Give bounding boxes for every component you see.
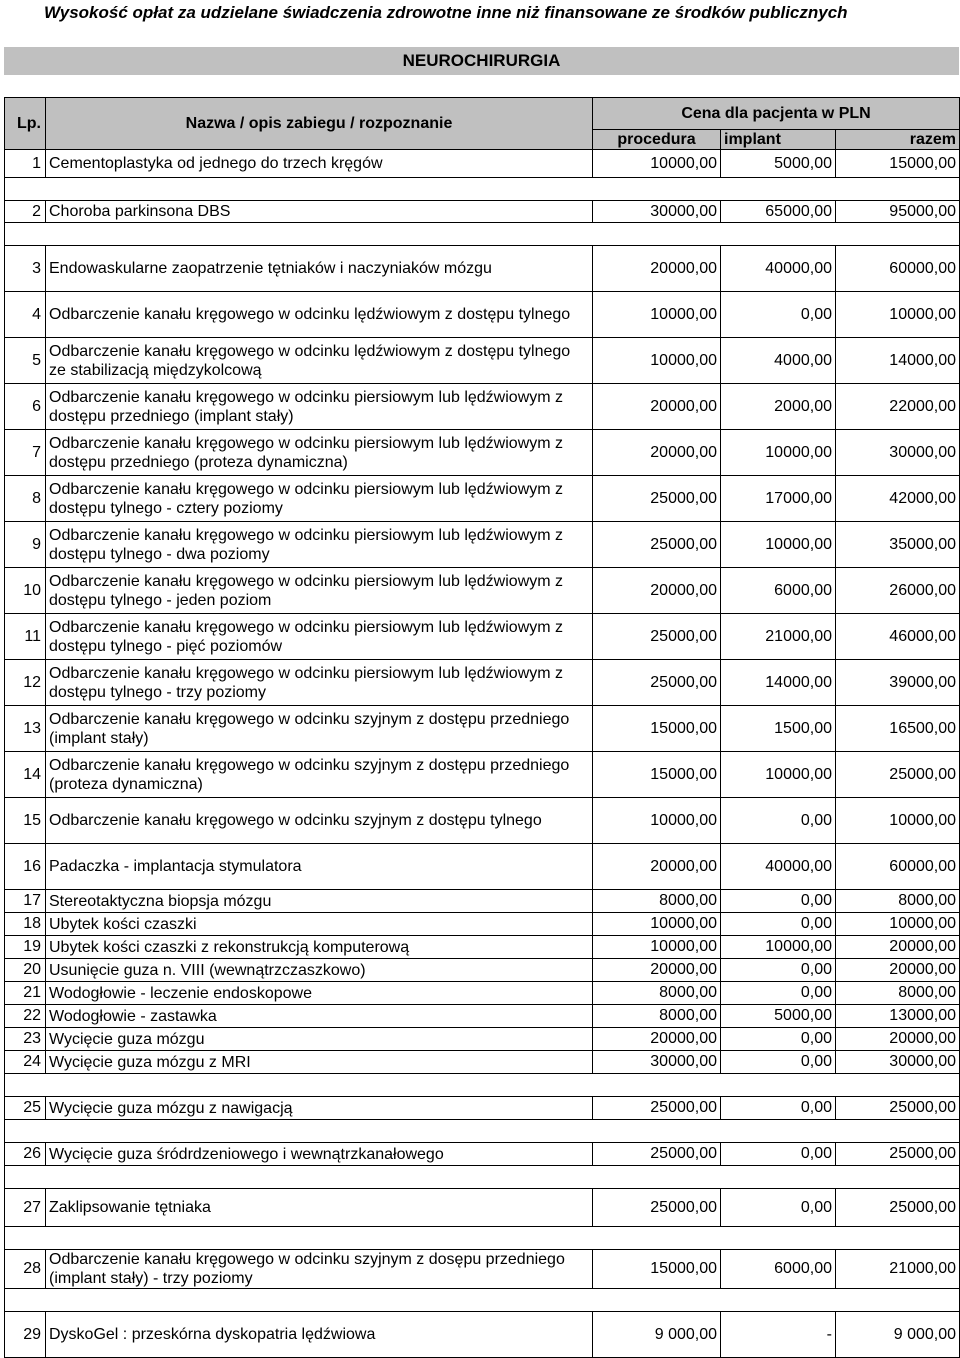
table-row (5, 1312, 960, 1358)
row-lp: 25 (5, 1097, 46, 1120)
row-lp: 23 (5, 1028, 46, 1051)
row-name: Odbarczenie kanału kręgowego w odcinku piersiowym lub lędźwiowym z dostępu przedniego (proteza dynamiczna) (46, 430, 593, 476)
spacer-cell (5, 178, 46, 201)
row-lp: 18 (5, 913, 46, 936)
spacer-cell (46, 1166, 593, 1189)
row-name: Odbarczenie kanału kręgowego w odcinku szyjnym z dostępu przedniego (proteza dynamiczna) (46, 752, 593, 798)
header-razem: razem (836, 130, 960, 150)
row-implant: 0,00 (721, 292, 836, 338)
row-name: Odbarczenie kanału kręgowego w odcinku lędźwiowym z dostępu tylnego (46, 292, 593, 338)
row-razem: 21000,00 (836, 1250, 960, 1289)
row-procedura: 25000,00 (593, 660, 721, 706)
row-razem: 60000,00 (836, 246, 960, 292)
row-procedura: 20000,00 (593, 1028, 721, 1051)
row-lp: 17 (5, 890, 46, 913)
row-spacer (5, 1120, 960, 1143)
row-implant: 0,00 (721, 1143, 836, 1166)
row-implant: 40000,00 (721, 246, 836, 292)
row-implant: 0,00 (721, 959, 836, 982)
table-row (5, 430, 960, 476)
row-name: Ubytek kości czaszki z rekonstrukcją komputerową (46, 936, 593, 959)
row-procedura: 10000,00 (593, 936, 721, 959)
row-lp: 20 (5, 959, 46, 982)
row-name: Wycięcie guza mózgu z nawigacją (46, 1097, 593, 1120)
row-razem: 16500,00 (836, 706, 960, 752)
row-procedura: 20000,00 (593, 844, 721, 890)
row-name: Odbarczenie kanału kręgowego w odcinku piersiowym lub lędźwiowym z dostępu przedniego (implant stały) (46, 384, 593, 430)
row-name: Endowaskularne zaopatrzenie tętniaków i naczyniaków mózgu (46, 246, 593, 292)
row-lp: 7 (5, 430, 46, 476)
table-row (5, 706, 960, 752)
table-row (5, 292, 960, 338)
row-lp: 28 (5, 1250, 46, 1289)
row-procedura: 8000,00 (593, 1005, 721, 1028)
row-lp: 5 (5, 338, 46, 384)
price-table (4, 97, 960, 1358)
table-row (5, 1097, 960, 1120)
row-razem: 10000,00 (836, 292, 960, 338)
row-procedura: 9 000,00 (593, 1312, 721, 1358)
row-spacer (5, 1166, 960, 1189)
row-razem: 60000,00 (836, 844, 960, 890)
row-name: Wodogłowie - leczenie endoskopowe (46, 982, 593, 1005)
row-implant: - (721, 1312, 836, 1358)
row-implant: 4000,00 (721, 338, 836, 384)
row-name: Stereotaktyczna biopsja mózgu (46, 890, 593, 913)
row-procedura: 15000,00 (593, 706, 721, 752)
row-razem: 25000,00 (836, 1097, 960, 1120)
row-procedura: 20000,00 (593, 430, 721, 476)
spacer-cell (46, 223, 593, 246)
spacer-cell (5, 1166, 46, 1189)
row-implant: 14000,00 (721, 660, 836, 706)
row-razem: 30000,00 (836, 1051, 960, 1074)
row-procedura: 20000,00 (593, 384, 721, 430)
spacer-cell (5, 1074, 46, 1097)
row-spacer (5, 1074, 960, 1097)
spacer-cell (46, 1289, 593, 1312)
row-lp: 6 (5, 384, 46, 430)
row-lp: 8 (5, 476, 46, 522)
spacer-cell (721, 1166, 836, 1189)
row-implant: 0,00 (721, 890, 836, 913)
spacer-cell (5, 1227, 46, 1250)
row-lp: 14 (5, 752, 46, 798)
row-procedura: 10000,00 (593, 913, 721, 936)
row-razem: 39000,00 (836, 660, 960, 706)
row-lp: 22 (5, 1005, 46, 1028)
row-lp: 12 (5, 660, 46, 706)
row-implant: 10000,00 (721, 522, 836, 568)
row-implant: 17000,00 (721, 476, 836, 522)
row-lp: 9 (5, 522, 46, 568)
spacer-cell (836, 223, 960, 246)
row-procedura: 25000,00 (593, 1097, 721, 1120)
row-procedura: 25000,00 (593, 1189, 721, 1227)
row-implant: 10000,00 (721, 936, 836, 959)
header-price-group: Cena dla pacjenta w PLN (593, 98, 960, 130)
row-lp: 4 (5, 292, 46, 338)
row-implant: 0,00 (721, 798, 836, 844)
row-razem: 20000,00 (836, 936, 960, 959)
table-body (5, 150, 960, 1358)
row-spacer (5, 1289, 960, 1312)
table-row (5, 1028, 960, 1051)
row-lp: 24 (5, 1051, 46, 1074)
table-row (5, 614, 960, 660)
row-lp: 19 (5, 936, 46, 959)
row-name: Wycięcie guza mózgu (46, 1028, 593, 1051)
table-row (5, 1189, 960, 1227)
table-row (5, 959, 960, 982)
row-procedura: 30000,00 (593, 201, 721, 223)
row-implant: 10000,00 (721, 752, 836, 798)
row-razem: 8000,00 (836, 982, 960, 1005)
spacer-cell (593, 1074, 721, 1097)
spacer-cell (836, 1074, 960, 1097)
table-row (5, 568, 960, 614)
row-name: Odbarczenie kanału kręgowego w odcinku piersiowym lub lędźwiowym z dostępu tylnego - cztery poziomy (46, 476, 593, 522)
row-lp: 13 (5, 706, 46, 752)
table-row (5, 246, 960, 292)
row-procedura: 25000,00 (593, 522, 721, 568)
table-row (5, 384, 960, 430)
table-row (5, 1143, 960, 1166)
spacer-cell (5, 1289, 46, 1312)
table-row (5, 913, 960, 936)
row-razem: 46000,00 (836, 614, 960, 660)
row-lp: 10 (5, 568, 46, 614)
row-implant: 5000,00 (721, 1005, 836, 1028)
row-razem: 13000,00 (836, 1005, 960, 1028)
row-procedura: 25000,00 (593, 476, 721, 522)
row-implant: 0,00 (721, 1189, 836, 1227)
header-implant: implant (721, 130, 836, 150)
spacer-cell (593, 223, 721, 246)
row-name: Wycięcie guza śródrdzeniowego i wewnątrzkanałowego (46, 1143, 593, 1166)
spacer-cell (721, 1074, 836, 1097)
row-name: Usunięcie guza n. VIII (wewnątrzczaszkowo) (46, 959, 593, 982)
row-lp: 3 (5, 246, 46, 292)
spacer-cell (721, 223, 836, 246)
row-implant: 21000,00 (721, 614, 836, 660)
row-razem: 10000,00 (836, 798, 960, 844)
row-spacer (5, 1227, 960, 1250)
spacer-cell (46, 1227, 593, 1250)
row-razem: 25000,00 (836, 1189, 960, 1227)
spacer-cell (721, 1120, 836, 1143)
row-lp: 26 (5, 1143, 46, 1166)
row-name: Ubytek kości czaszki (46, 913, 593, 936)
table-row (5, 982, 960, 1005)
row-name: Cementoplastyka od jednego do trzech kręgów (46, 150, 593, 178)
row-procedura: 15000,00 (593, 752, 721, 798)
row-name: Odbarczenie kanału kręgowego w odcinku piersiowym lub lędźwiowym z dostępu tylnego - jeden poziom (46, 568, 593, 614)
row-implant: 6000,00 (721, 568, 836, 614)
row-name: Choroba parkinsona DBS (46, 201, 593, 223)
row-lp: 21 (5, 982, 46, 1005)
row-implant: 1500,00 (721, 706, 836, 752)
table-row (5, 1250, 960, 1289)
row-lp: 2 (5, 201, 46, 223)
spacer-cell (593, 1166, 721, 1189)
row-implant: 0,00 (721, 1028, 836, 1051)
spacer-cell (721, 178, 836, 201)
table-row (5, 1005, 960, 1028)
table-row (5, 890, 960, 913)
row-implant: 2000,00 (721, 384, 836, 430)
table-row (5, 798, 960, 844)
row-spacer (5, 223, 960, 246)
spacer-cell (836, 1289, 960, 1312)
row-name: Odbarczenie kanału kręgowego w odcinku lędźwiowym z dostępu tylnego ze stabilizacją międzykolcową (46, 338, 593, 384)
row-razem: 25000,00 (836, 1143, 960, 1166)
spacer-cell (721, 1227, 836, 1250)
row-razem: 8000,00 (836, 890, 960, 913)
row-razem: 22000,00 (836, 384, 960, 430)
spacer-cell (46, 1120, 593, 1143)
row-razem: 35000,00 (836, 522, 960, 568)
row-implant: 0,00 (721, 982, 836, 1005)
table-row (5, 201, 960, 223)
row-procedura: 30000,00 (593, 1051, 721, 1074)
table-row (5, 338, 960, 384)
row-name: Padaczka - implantacja stymulatora (46, 844, 593, 890)
row-procedura: 15000,00 (593, 1250, 721, 1289)
row-procedura: 25000,00 (593, 1143, 721, 1166)
row-implant: 0,00 (721, 913, 836, 936)
document-title: Wysokość opłat za udzielane świadczenia zdrowotne inne niż finansowane ze środków publicznych (44, 3, 848, 22)
row-procedura: 10000,00 (593, 292, 721, 338)
row-name: Wycięcie guza mózgu z MRI (46, 1051, 593, 1074)
row-implant: 10000,00 (721, 430, 836, 476)
row-implant: 5000,00 (721, 150, 836, 178)
row-procedura: 10000,00 (593, 150, 721, 178)
row-name: Odbarczenie kanału kręgowego w odcinku szyjnym z dosępu przedniego (implant stały) - trzy poziomy (46, 1250, 593, 1289)
row-name: DyskoGel : przeskórna dyskopatria lędźwiowa (46, 1312, 593, 1358)
spacer-cell (836, 1227, 960, 1250)
table-row (5, 476, 960, 522)
spacer-cell (836, 1120, 960, 1143)
row-spacer (5, 178, 960, 201)
row-procedura: 10000,00 (593, 798, 721, 844)
row-procedura: 8000,00 (593, 890, 721, 913)
row-implant: 0,00 (721, 1051, 836, 1074)
row-procedura: 20000,00 (593, 568, 721, 614)
spacer-cell (593, 178, 721, 201)
row-razem: 26000,00 (836, 568, 960, 614)
row-implant: 65000,00 (721, 201, 836, 223)
row-name: Wodogłowie - zastawka (46, 1005, 593, 1028)
row-name: Odbarczenie kanału kręgowego w odcinku piersiowym lub lędźwiowym z dostępu tylnego - pięć poziomów (46, 614, 593, 660)
table-row (5, 522, 960, 568)
row-procedura: 20000,00 (593, 959, 721, 982)
row-lp: 27 (5, 1189, 46, 1227)
table-row (5, 150, 960, 178)
row-razem: 95000,00 (836, 201, 960, 223)
row-razem: 30000,00 (836, 430, 960, 476)
spacer-cell (593, 1120, 721, 1143)
spacer-cell (46, 178, 593, 201)
spacer-cell (836, 1166, 960, 1189)
row-name: Odbarczenie kanału kręgowego w odcinku szyjnym z dostępu przedniego (implant stały) (46, 706, 593, 752)
row-razem: 20000,00 (836, 959, 960, 982)
row-name: Odbarczenie kanału kręgowego w odcinku szyjnym z dostępu tylnego (46, 798, 593, 844)
row-razem: 25000,00 (836, 752, 960, 798)
row-razem: 20000,00 (836, 1028, 960, 1051)
spacer-cell (5, 223, 46, 246)
row-razem: 9 000,00 (836, 1312, 960, 1358)
header-name: Nazwa / opis zabiegu / rozpoznanie (46, 98, 593, 150)
row-procedura: 8000,00 (593, 982, 721, 1005)
table-row (5, 752, 960, 798)
row-name: Zaklipsowanie tętniaka (46, 1189, 593, 1227)
table-row (5, 844, 960, 890)
spacer-cell (593, 1289, 721, 1312)
row-razem: 14000,00 (836, 338, 960, 384)
row-implant: 40000,00 (721, 844, 836, 890)
row-procedura: 10000,00 (593, 338, 721, 384)
row-lp: 11 (5, 614, 46, 660)
row-lp: 16 (5, 844, 46, 890)
spacer-cell (5, 1120, 46, 1143)
spacer-cell (836, 178, 960, 201)
row-lp: 1 (5, 150, 46, 178)
header-lp: Lp. (5, 98, 46, 150)
row-razem: 10000,00 (836, 913, 960, 936)
header-procedura: procedura (593, 130, 721, 150)
row-lp: 29 (5, 1312, 46, 1358)
row-razem: 42000,00 (836, 476, 960, 522)
row-implant: 6000,00 (721, 1250, 836, 1289)
spacer-cell (46, 1074, 593, 1097)
row-procedura: 20000,00 (593, 246, 721, 292)
row-procedura: 25000,00 (593, 614, 721, 660)
table-row (5, 1051, 960, 1074)
spacer-cell (593, 1227, 721, 1250)
table-row (5, 660, 960, 706)
row-name: Odbarczenie kanału kręgowego w odcinku piersiowym lub lędźwiowym z dostępu tylnego - trzy poziomy (46, 660, 593, 706)
row-name: Odbarczenie kanału kręgowego w odcinku piersiowym lub lędźwiowym z dostępu tylnego - dwa poziomy (46, 522, 593, 568)
row-implant: 0,00 (721, 1097, 836, 1120)
section-title: NEUROCHIRURGIA (4, 47, 959, 75)
row-lp: 15 (5, 798, 46, 844)
spacer-cell (721, 1289, 836, 1312)
row-razem: 15000,00 (836, 150, 960, 178)
table-row (5, 936, 960, 959)
